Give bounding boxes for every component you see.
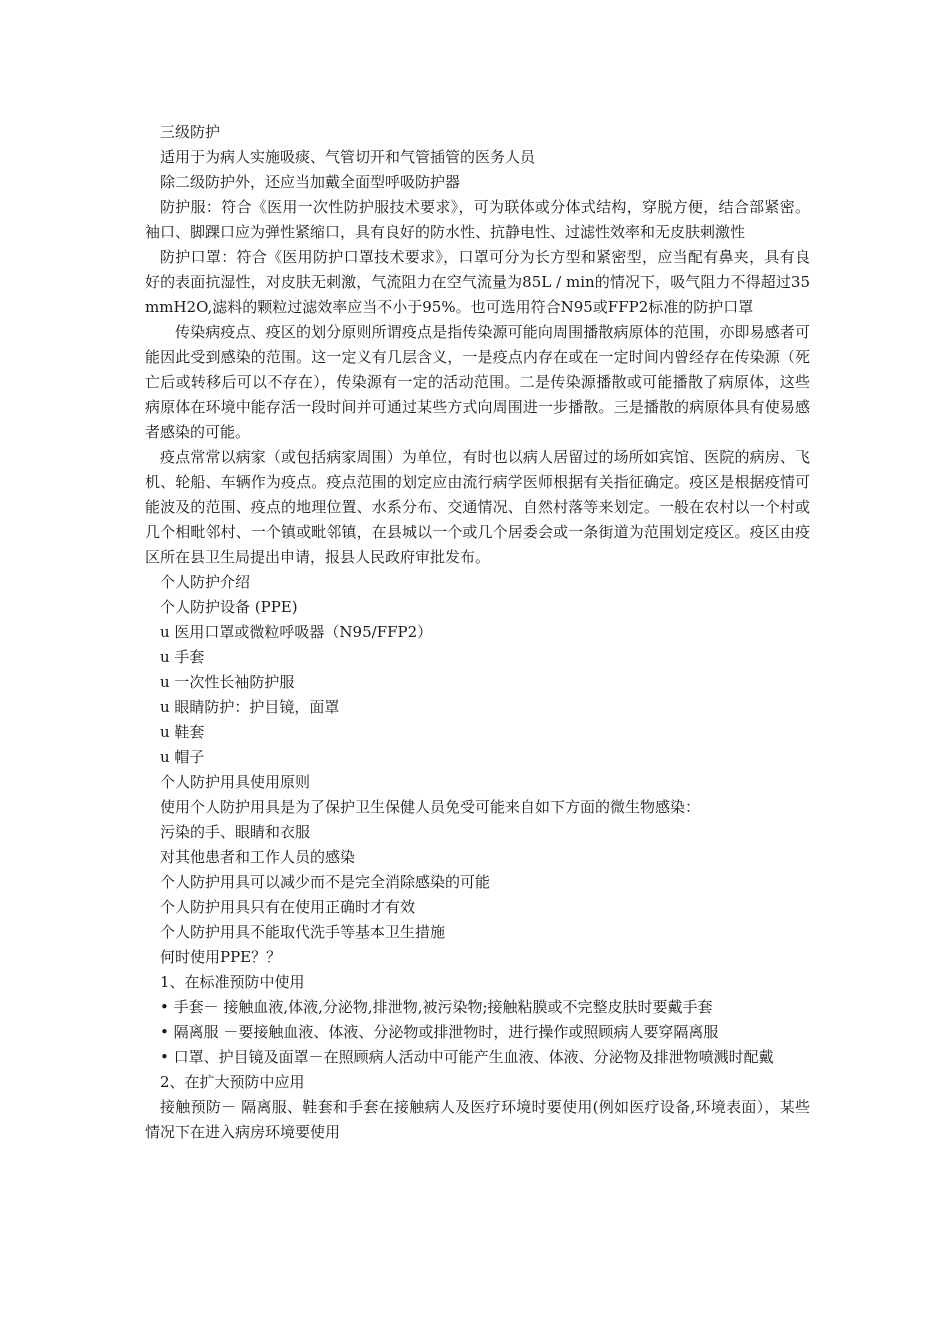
paragraph: 传染病疫点、疫区的划分原则所谓疫点是指传染源可能向周围播散病原体的范围，亦即易感者可能因此受到感染的范围。这一定义有几层含义，一是疫点内存在或在一定时间内曾经存在传染源（死亡后或转移后可以不存在），传染源有一定的活动范围。二是传染源播散或可能播散了病原体，这些病原体在环境中能存活一段时间并可通过某些方式向周围进一步播散。三是播散的病原体具有使易感者感染的可能。 (145, 323, 810, 441)
paragraph: 何时使用PPE？？ (160, 948, 282, 966)
bullet-item: • 隔离服 －要接触血液、体液、分泌物或排泄物时，进行操作或照顾病人要穿隔离服 (160, 1023, 719, 1041)
paragraph: 防护服：符合《医用一次性防护服技术要求》，可为联体或分体式结构，穿脱方便，结合部紧密。袖口、脚踝口应为弹性紧缩口，具有良好的防水性、抗静电性、过滤性效率和无皮肤刺激性 (145, 198, 810, 241)
bullet-item: • 口罩、护目镜及面罩－在照顾病人活动中可能产生血液、体液、分泌物及排泄物喷溅时配戴 (160, 1048, 774, 1066)
paragraph: 个人防护用具使用原则 (160, 773, 311, 791)
paragraph: 个人防护用具不能取代洗手等基本卫生措施 (160, 923, 446, 941)
paragraph: 1、在标准预防中使用 (160, 973, 305, 991)
paragraph: 2、在扩大预防中应用 (160, 1073, 305, 1091)
list-item: u 医用口罩或微粒呼吸器（N95/FFP2） (160, 623, 433, 641)
paragraph: 个人防护用具可以减少而不是完全消除感染的可能 (160, 873, 491, 891)
paragraph: 接触预防－ 隔离服、鞋套和手套在接触病人及医疗环境时要使用(例如医疗设备,环境表面），某些情况下在进入病房环境要使用 (145, 1098, 810, 1141)
paragraph: 个人防护介绍 (160, 573, 251, 591)
bullet-item: • 手套－ 接触血液,体液,分泌物,排泄物,被污染物;接触粘膜或不完整皮肤时要戴手套 (160, 998, 713, 1016)
paragraph: 三级防护 (160, 123, 221, 141)
list-item: u 一次性长袖防护服 (160, 673, 295, 691)
paragraph: 使用个人防护用具是为了保护卫生保健人员免受可能来自如下方面的微生物感染： (160, 798, 701, 816)
list-item: u 帽子 (160, 748, 205, 766)
list-item: u 手套 (160, 648, 205, 666)
paragraph: 适用于为病人实施吸痰、气管切开和气管插管的医务人员 (160, 148, 536, 166)
list-item: u 眼睛防护：护目镜，面罩 (160, 698, 340, 716)
document-body (145, 120, 810, 1145)
list-item: u 鞋套 (160, 723, 205, 741)
paragraph: 防护口罩：符合《医用防护口罩技术要求》，口罩可分为长方型和紧密型，应当配有鼻夹，具有良好的表面抗湿性，对皮肤无刺激，气流阻力在空气流量为85L / min的情况下，吸气阻力不得超过35mmH2O,滤料的颗粒过滤效率应当不小于95%。也可选用符合N95或FFP2标准的防护口罩 (145, 248, 810, 316)
paragraph: 对其他患者和工作人员的感染 (160, 848, 356, 866)
paragraph: 污染的手、眼睛和衣服 (160, 823, 311, 841)
paragraph: 个人防护设备 (PPE) (160, 598, 298, 616)
paragraph: 除二级防护外，还应当加戴全面型呼吸防护器 (160, 173, 461, 191)
paragraph: 个人防护用具只有在使用正确时才有效 (160, 898, 416, 916)
paragraph: 疫点常常以病家（或包括病家周围）为单位，有时也以病人居留过的场所如宾馆、医院的病房、飞机、轮船、车辆作为疫点。疫点范围的划定应由流行病学医师根据有关指征确定。疫区是根据疫情可能波及的范围、疫点的地理位置、水系分布、交通情况、自然村落等来划定。一般在农村以一个村或几个相毗邻村、一个镇或毗邻镇，在县城以一个或几个居委会或一条街道为范围划定疫区。疫区由疫区所在县卫生局提出申请，报县人民政府审批发布。 (145, 448, 810, 566)
